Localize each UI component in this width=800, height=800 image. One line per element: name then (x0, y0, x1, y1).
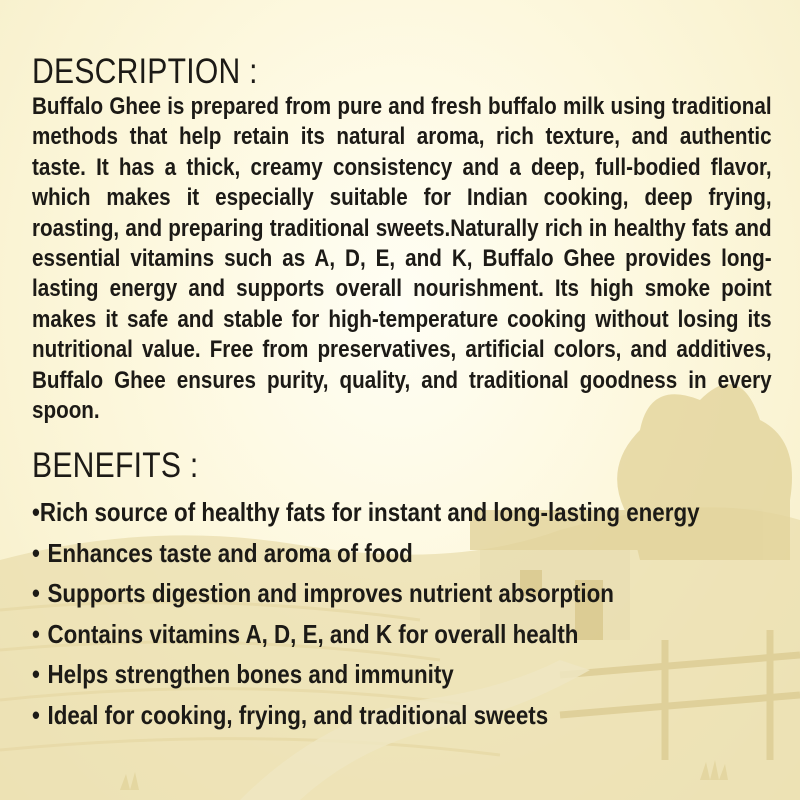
benefit-item (32, 654, 668, 695)
description-wrapper (32, 92, 772, 426)
bullet-icon: • (32, 537, 40, 568)
benefit-text: Enhances taste and aroma of food (47, 537, 413, 568)
benefit-item (32, 533, 668, 574)
bullet-icon: • (32, 497, 40, 528)
benefit-text: Contains vitamins A, D, E, and K for overall health (47, 618, 579, 649)
bullet-icon: • (32, 578, 40, 609)
benefit-item (32, 695, 668, 736)
benefit-text: Ideal for cooking, frying, and traditional sweets (47, 699, 549, 730)
benefit-item (32, 614, 668, 655)
benefits-heading: BENEFITS : (32, 446, 199, 486)
benefit-item (32, 492, 700, 533)
bullet-icon: • (32, 618, 40, 649)
content-area (32, 52, 772, 735)
benefits-list (32, 492, 772, 735)
benefit-text: Rich source of healthy fats for instant and long-lasting energy (39, 497, 700, 528)
bullet-icon: • (32, 699, 40, 730)
benefit-text: Helps strengthen bones and immunity (47, 659, 454, 690)
benefit-item (32, 573, 668, 614)
benefit-text: Supports digestion and improves nutrient absorption (47, 578, 614, 609)
description-text: Buffalo Ghee is prepared from pure and fresh buffalo milk using traditional methods that help retain its natural aroma, rich texture, and authentic taste. It has a thick, creamy consistency and a deep, full-bodied flavor, which makes it especially suitable for Indian cooking, deep frying, roasting, and preparing traditional sweets.Naturally rich in healthy fats and essential vitamins such as A, D, E, and K, Buffalo Ghee provides long-lasting energy and supports overall nourishment. Its high smoke point makes it safe and stable for high-temperature cooking without losing its nutritional value. Free from preservatives, artificial colors, and additives, Buffalo Ghee ensures purity, quality, and traditional goodness in every spoon. (32, 93, 772, 425)
description-heading: DESCRIPTION : (32, 52, 258, 91)
bullet-icon: • (32, 659, 40, 690)
